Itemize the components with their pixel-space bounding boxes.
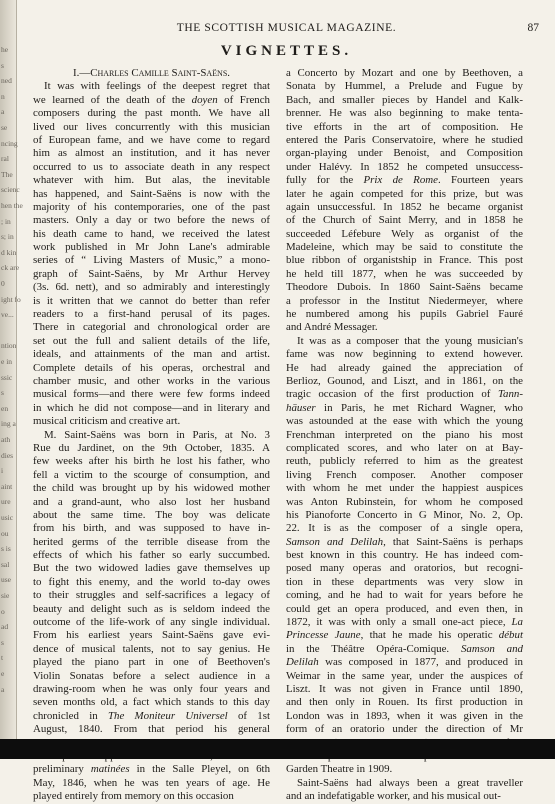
left-column <box>33 67 270 803</box>
text-line: we learned of the death of the doyen of French <box>33 93 271 106</box>
text-line: his Pianoforte Concerto in G Minor, No. 2, Op. <box>286 508 523 521</box>
bleed-fragment: he <box>1 45 9 54</box>
text-line: coming, and he had to wait for years before he <box>286 589 523 602</box>
bleed-fragment: e in <box>1 357 13 366</box>
text-line: May, 1846, when he was ten years of age. He <box>33 776 270 789</box>
bleed-fragment: s <box>1 388 4 398</box>
bleed-fragment: usic <box>1 513 14 522</box>
text-line: majority of his contemporaries, one of the past <box>33 200 270 213</box>
text-line: and a grand-aunt, who also lost her husband <box>33 495 270 508</box>
bleed-fragment: ight fo <box>1 294 21 304</box>
text-line: He had already gained the appreciation of <box>286 361 523 374</box>
text-line: Garden Theatre in 1909. <box>286 763 393 776</box>
page-header <box>30 22 543 36</box>
text-line: under Halévy. In 1852 he competed unsuccess- <box>286 160 523 173</box>
text-line: form of an oratorio under the direction of Mr <box>286 723 523 736</box>
text-line: Frenchman interpreted on the piano his most <box>286 428 523 441</box>
text-line: There in categorial and chronological order are <box>33 321 270 334</box>
text-line: August, 1840. From that period his general <box>33 723 270 736</box>
text-line: preliminary matinées in the Salle Pleyel, on 6th <box>33 763 271 776</box>
text-line: Princesse Jaune, that he made his operatic début <box>286 629 523 642</box>
text-line: chronicled in The Moniteur Universel of 1st <box>33 709 270 722</box>
text-line: Madeleine, which may be said to constitute the <box>286 241 523 254</box>
bleed-fragment: ; in <box>1 216 11 226</box>
text-line: of the Church of Saint Merry, and in 1858 he <box>286 214 523 227</box>
text-line: with whom he met under the happiest auspices <box>286 482 523 495</box>
text-line: fell a victim to the scourge of consumption, and <box>33 468 270 481</box>
bleed-fragment: sal <box>1 559 10 569</box>
text-line: was astounded at the ease with which the young <box>286 415 523 428</box>
text-line: tive efforts in the art of composition. He <box>286 120 523 133</box>
text-line: musical forms—and there were few forms indeed <box>33 388 270 401</box>
text-line: and André Messager. <box>286 321 378 334</box>
text-line: few weeks after his birth he lost his father, who <box>33 455 270 468</box>
text-line: tion in these departments was very slow in <box>286 575 523 588</box>
bleed-fragment: hen the <box>1 201 23 210</box>
text-line: set out the full and salient details of the life, <box>33 334 270 347</box>
text-line: effects of which his father so early succumbed. <box>33 549 270 562</box>
text-line: outcome of the life-work of any single individual. <box>33 616 270 629</box>
bleed-fragment: s is <box>1 544 11 554</box>
text-line: 22. It is as the composer of a single opera, <box>286 522 523 535</box>
text-line: whatever with him. But alas, the inevitable <box>33 174 270 187</box>
text-line: M. Saint-Saëns was born in Paris, at No. 3 <box>44 428 270 441</box>
text-line: organ-playing under Benoist, and Composition <box>286 147 523 160</box>
text-line: It was with feelings of the deepest regret that <box>44 80 270 93</box>
running-title: THE SCOTTISH MUSICAL MAGAZINE. <box>176 22 397 34</box>
text-line: Berlioz, Gounod, and Liszt, and in 1861, on the <box>286 374 523 387</box>
article-heading <box>33 67 270 80</box>
text-line: composers during the past month. We have all <box>33 107 270 120</box>
page-number: 87 <box>527 22 539 34</box>
bleed-fragment: i <box>1 466 4 476</box>
text-line: fame was now beginning to extend however. <box>286 348 523 361</box>
text-line: readers to a first-hand perusal of its pages. <box>33 308 270 321</box>
text-line: blue ribbon of organistship in France. This post <box>286 254 523 267</box>
text-line: From his earliest years Saint-Saëns gave evi- <box>33 629 270 642</box>
text-line: the child was brought up by his widowed mother <box>33 482 270 495</box>
heading-name: Charles Camille Saint-Saëns. <box>90 67 230 79</box>
bleed-fragment: ure <box>1 497 11 507</box>
text-line: Complete details of his operas, orchestral and <box>33 361 270 374</box>
text-line: in the Théâtre Opéra-Comique. Samson and <box>286 642 523 655</box>
text-line: he held till 1877, when he was succeeded by <box>286 267 523 280</box>
bleed-fragment: d kin <box>1 247 17 257</box>
text-line: Samson and Delilah, that Saint-Saëns is perhaps <box>286 535 523 548</box>
text-line: to their struggles and self-sacrifices a legacy of <box>33 589 270 602</box>
bleed-fragment: n <box>1 91 5 101</box>
bleed-fragment: ned <box>1 76 12 86</box>
bleed-fragment: ve... <box>1 310 14 320</box>
scan-bottom-edge <box>0 739 555 759</box>
bleed-fragment: e <box>1 669 5 678</box>
text-line: London was in 1893, when it was given in the <box>286 709 523 722</box>
text-line: is it written that we cannot do better than refer <box>33 294 270 307</box>
text-line: he numbered among his pupils Gabriel Fauré <box>286 308 523 321</box>
text-line: herited germs of the terrible disease from the <box>33 535 270 548</box>
bleed-fragment: scienc <box>1 185 20 195</box>
text-line: again unsuccessful. In 1852 he became organist <box>286 200 523 213</box>
text-line: (3s. 6d. nett), and so admirably and interestingly <box>33 281 270 294</box>
text-line: entered the Paris Conservatoire, where he studied <box>286 133 523 146</box>
text-line: later he again competed for this prize, but was <box>286 187 523 200</box>
text-line: It was as a composer that the young musician's <box>297 334 523 347</box>
text-line: dence of musical talents, not to say genius. He <box>33 642 270 655</box>
bleed-fragment: aint <box>1 481 13 491</box>
bleed-fragment: se <box>1 123 8 132</box>
text-line: Theodore Dubois. In 1860 Saint-Saëns became <box>286 281 523 294</box>
bleed-fragment: use <box>1 575 11 585</box>
text-line: occurred to us to associate death in any respect <box>33 160 270 173</box>
heading-number: I.— <box>72 67 91 79</box>
bleed-fragment: s; in <box>1 232 14 242</box>
text-line: and an indefatigable worker, and his musical out- <box>286 790 501 803</box>
bleed-fragment: ath <box>1 435 11 444</box>
bleed-fragment: s <box>1 637 4 647</box>
text-line: brenner. He was also beginning to make tenta- <box>286 107 523 120</box>
bleed-fragment: ncing <box>1 138 18 148</box>
text-line: graph of Saint-Saëns, by Mr Arthur Hervey <box>33 267 270 280</box>
bleed-fragment: ing a <box>1 419 16 429</box>
bleed-fragment: The <box>1 169 13 179</box>
text-line: Saint-Saëns had always been a great traveller <box>297 776 523 789</box>
bleed-fragment: 0 <box>1 279 5 288</box>
bleed-fragment: sie <box>1 591 10 600</box>
right-column <box>286 67 523 803</box>
text-line: ideals, and attainments of the man and artist. <box>33 348 270 361</box>
text-line: a Concerto by Mozart and one by Beethoven, a <box>286 67 523 79</box>
text-line: chamber music, and other works in the various <box>33 374 270 387</box>
text-line: lived our lives concurrently with this musician <box>33 120 270 133</box>
text-line: Delilah was composed in 1877, and produced in <box>286 656 523 669</box>
section-title: VIGNETTES. <box>220 43 353 59</box>
bleed-fragment: ssic <box>1 372 13 382</box>
text-line: But the two widowed ladies gave themselves up <box>33 562 270 575</box>
text-line: complicated scores, and who later on at Bay- <box>286 441 523 454</box>
text-line: häuser in Paris, he met Richard Wagner, who <box>286 401 523 414</box>
text-line: musical criticism and creative art. <box>33 415 181 428</box>
text-line: Bach, and smaller pieces by Handel and Kalk- <box>286 93 523 106</box>
text-line: drawing-room when he was only four years and <box>33 682 270 695</box>
text-line: posed many operas and oratorios, but recogni- <box>286 562 523 575</box>
text-line: was Anton Rubinstein, for whom he composed <box>286 495 523 508</box>
text-line: succeeded Léfebure Wely as organist of the <box>286 227 523 240</box>
bleed-fragment: en <box>1 403 9 413</box>
bleed-fragment: s <box>1 60 4 70</box>
text-line: his death came to hand, we received the latest <box>33 227 270 240</box>
bleed-fragment: ou <box>1 528 9 538</box>
text-line: of European fame, and we have come to regard <box>33 133 270 146</box>
text-line: could get an opera produced, and even then, in <box>286 602 523 615</box>
bleed-fragment: a <box>1 107 5 117</box>
text-line: Rue du Jardinet, on the 9th October, 1835. A <box>33 441 270 454</box>
bleed-fragment: a <box>1 684 5 694</box>
text-line: has happened, and Saint-Saëns is now with the <box>33 187 270 200</box>
bleed-fragment: ck are <box>1 263 20 273</box>
text-line: tragic occasion of the first production of Tann- <box>286 388 523 401</box>
text-line: seven months old, a fact which stands to this day <box>33 696 270 709</box>
text-line: Liszt. It was not given in France until 1890, <box>286 682 523 695</box>
bleed-fragment: dies <box>1 450 14 460</box>
text-line: from his birth, and was supposed to have in- <box>33 522 270 535</box>
bleed-fragment: ad <box>1 622 9 632</box>
text-line: series of “ Living Masters of Music,” a mono- <box>33 254 270 267</box>
text-line: about the same time. The boy was delicate <box>33 508 270 521</box>
bleed-fragment: t <box>1 653 4 663</box>
text-line: a professor in the Institut Niedermeyer, where <box>286 294 523 307</box>
text-line: masters. Only a day or two before the news of <box>33 214 270 227</box>
bleed-fragment: ntion <box>1 341 17 351</box>
text-line: played entirely from memory on this occasion <box>33 790 234 803</box>
text-line: 1872, it was with only a small one-act piece, La <box>286 616 523 629</box>
text-line: work published in Mr John Lane's admirable <box>33 241 270 254</box>
text-line: him as almost an institution, and it has never <box>33 147 270 160</box>
text-line: beauty and delight such as is seldom indeed the <box>33 602 270 615</box>
bleed-fragment: o <box>1 606 5 616</box>
text-line: Sonata by Hummel, a Prelude and Fugue by <box>286 80 523 93</box>
text-line: fully for the Prix de Rome. Fourteen years <box>286 174 524 187</box>
text-line: best known in this country. He has indeed com- <box>286 549 523 562</box>
text-line: living French composer. Another composer <box>286 468 523 481</box>
text-line: Violin Sonatas before a select audience in a <box>33 669 270 682</box>
text-line: reuth, publicly referred to him as the greatest <box>286 455 523 468</box>
text-line: in which he did not compose—and in literary and <box>33 401 270 414</box>
bleed-fragment: ral <box>1 154 9 164</box>
text-line: played the piano part in one of Beethoven's <box>33 656 270 669</box>
text-line: and then only in Rouen. Its first production in <box>286 696 523 709</box>
text-line: to fight this enemy, and the world to-day owes <box>33 575 270 588</box>
text-line: Weimar in the same year, under the auspices of <box>286 669 523 682</box>
